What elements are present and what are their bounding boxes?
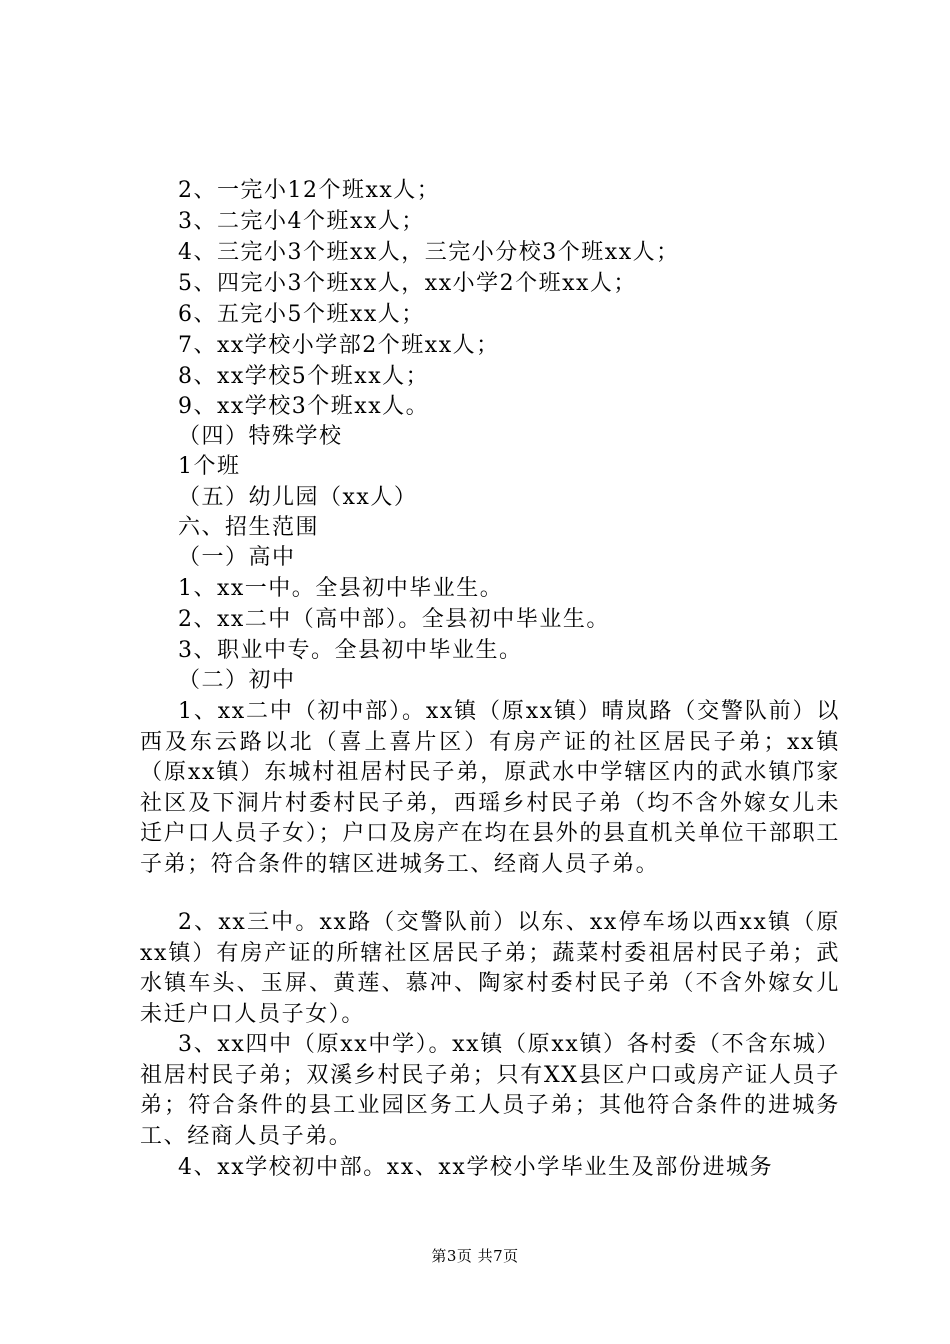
- paragraph: 3、xx四中（原xx中学）。xx镇（原xx镇）各村委（不含东城）祖居村民子弟；双溪乡村民子弟；只有XX县区户口或房产证人员子弟；符合条件的县工业园区务工人员子弟；其他符合条件的进城务工、经商人员子弟。: [140, 1032, 840, 1149]
- paragraph: 4、xx学校初中部。xx、xx学校小学毕业生及部份进城务: [178, 1155, 774, 1180]
- text-line: 3、二完小4个班xx人；: [178, 209, 425, 234]
- text-line: 2、一完小12个班xx人；: [178, 178, 441, 203]
- section-heading: （五）幼儿园（xx人）: [178, 485, 418, 510]
- text-line: 2、xx二中（高中部）。全县初中毕业生。: [178, 607, 610, 632]
- text-line: 9、xx学校3个班xx人。: [178, 394, 430, 419]
- text-line: 4、三完小3个班xx人，三完小分校3个班xx人；: [178, 240, 680, 265]
- section-heading: （四）特殊学校: [178, 424, 343, 449]
- text-line: 3、职业中专。全县初中毕业生。: [178, 638, 523, 663]
- text-line: 8、xx学校5个班xx人；: [178, 364, 430, 389]
- paragraph: 1、xx二中（初中部）。xx镇（原xx镇）晴岚路（交警队前）以西及东云路以北（喜上喜片区）有房产证的社区居民子弟；xx镇（原xx镇）东城村祖居村民子弟，原武水中学辖区内的武水镇邝家社区及下洞片村委村民子弟，西瑶乡村民子弟（均不含外嫁女儿未迁户口人员子女）；户口及房产在均在县外的县直机关单位干部职工子弟；符合条件的辖区进城务工、经商人员子弟。: [140, 699, 840, 877]
- paragraph: 2、xx三中。xx路（交警队前）以东、xx停车场以西xx镇（原xx镇）有房产证的所辖社区居民子弟；蔬菜村委祖居村民子弟；武水镇车头、玉屏、黄莲、慕冲、陶家村委村民子弟（不含外嫁女儿未迁户口人员子女）。: [140, 910, 840, 1027]
- text-line: 1、xx一中。全县初中毕业生。: [178, 576, 504, 601]
- section-heading: （一）高中: [178, 545, 296, 570]
- text-line: 7、xx学校小学部2个班xx人；: [178, 333, 500, 358]
- section-heading: 六、招生范围: [178, 515, 320, 540]
- text-line: 6、五完小5个班xx人；: [178, 302, 425, 327]
- section-heading: （二）初中: [178, 668, 296, 693]
- text-line: 5、四完小3个班xx人，xx小学2个班xx人；: [178, 271, 637, 296]
- page-footer: 第3页 共7页: [431, 1247, 519, 1265]
- text-line: 1个班: [178, 454, 241, 479]
